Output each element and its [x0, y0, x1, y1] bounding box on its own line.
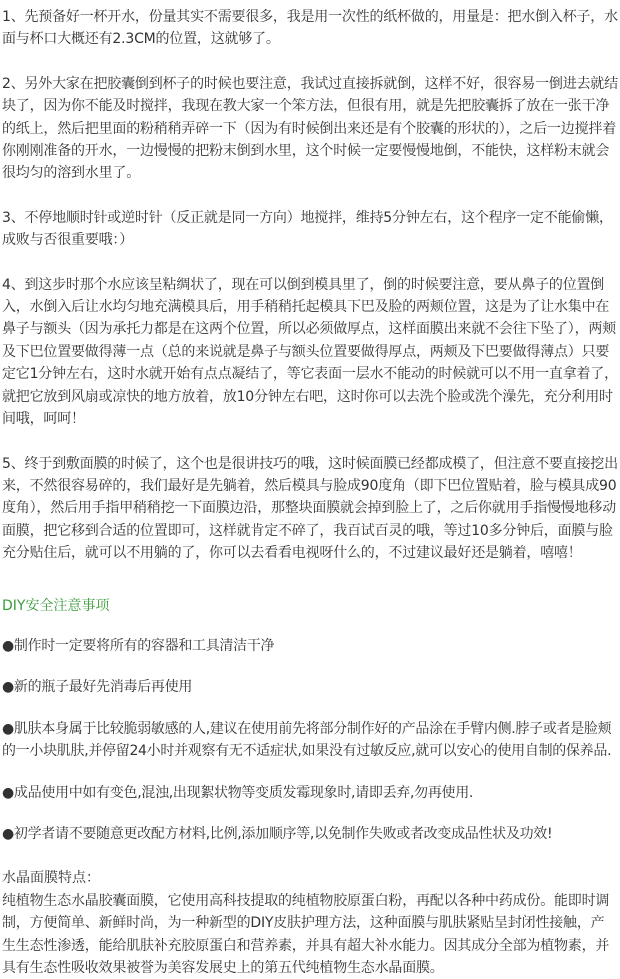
safety-item-sensitive-skin-test: ●肌肤本身属于比较脆弱敏感的人,建议在使用前先将部分制作好的产品涂在手臂内侧.脖子或者是脸颊的一小块肌肤,并停留24小时并观察有无不适症状,如果没有过敏反应,就可以安心的使用自制的保养品. — [2, 720, 612, 760]
step-3-paragraph: 3、不停地顺时针或逆时针（反正就是同一方向）地搅拌，维持5分钟左右，这个程序一定不能偷懒，成败与否很重要哦：） — [2, 209, 613, 249]
features-title: 水晶面膜特点： — [2, 870, 100, 887]
safety-heading: DIY安全注意事项 — [2, 597, 110, 614]
step-5-paragraph: 5、终于到敷面膜的时候了，这个也是很讲技巧的哦，这时候面膜已经都成模了，但注意不要直接挖出来，不然很容易碎的，我们最好是先躺着，然后模具与脸成90度角（即下巴位置贴着，脸与模具成90度角），然后用手指甲稍稍挖一下面膜边沿，那整块面膜就会掉到脸上了，之后你就用手指慢慢地移动面膜，把它移到合适的位置即可，这样就肯定不碎了，我百试百灵的哦，等过10多分钟后，面膜与脸充分贴住后，就可以不用躺的了，你可以去看看电视呀什么的，不过建议最好还是躺着，嘻嘻！ — [2, 455, 618, 562]
safety-item-disinfect-bottles: ●新的瓶子最好先消毒后再使用 — [2, 679, 193, 696]
step-2-paragraph: 2、另外大家在把胶囊倒到杯子的时候也要注意，我试过直接拆就倒，这样不好，很容易一倒进去就结块了，因为你不能及时搅拌，我现在教大家一个笨方法，但很有用，就是先把胶囊拆了放在一张干净的纸上，然后把里面的粉稍稍弄碎一下（因为有时候倒出来还是有个胶囊的形状的），之后一边搅拌着你刚刚准备的开水，一边慢慢的把粉末倒到水里，这个时候一定要慢慢地倒，不能快，这样粉末就会很均匀的溶到水里了。 — [2, 75, 618, 182]
safety-item-clean-tools: ●制作时一定要将所有的容器和工具清洁干净 — [2, 637, 275, 654]
safety-item-discard-spoiled: ●成品使用中如有变色,混浊,出现絮状物等变质发霉现象时,请即丢弃,勿再使用. — [2, 784, 474, 801]
safety-item-beginner-warning: ●初学者请不要随意更改配方材料,比例,添加顺序等,以免制作失败或者改变成品性状及功效! — [2, 825, 553, 842]
features-body: 纯植物生态水晶胶囊面膜，它使用高科技提取的纯植物胶原蛋白粉，再配以各种中药成份。能即时调制，方便简单、新鲜时尚，为一种新型的DIY皮肤护理方法，这种面膜与肌肤紧贴呈封闭性接触，产生生态性渗透，能给肌肤补充胶原蛋白和营养素，并具有超大补水能力。因其成分全部为植物素，并具有生态性吸收效果被誉为美容发展史上的第五代纯植物生态水晶面膜。 — [2, 892, 610, 976]
step-4-paragraph: 4、到这步时那个水应该呈粘绸状了，现在可以倒到模具里了，倒的时候要注意，要从鼻子的位置倒入，水倒入后让水均匀地充满模具后，用手稍稍托起模具下巴及脸的两颊位置，这是为了让水集中在鼻子与额头（因为承托力都是在这两个位置，所以必须做厚点，这样面膜出来就不会往下坠了），两颊及下巴位置要做得薄一点（总的来说就是鼻子与额头位置要做得厚点，两颊及下巴要做得薄点）只要定它1分钟左右，这时水就开始有点点凝结了，等它表面一层水不能动的时候就可以不用一直拿着了，就把它放到风扇或凉快的地方放着，放10分钟左右吧，这时你可以去洗个脸或洗个澡先，充分利用时间哦，呵呵！ — [2, 276, 618, 428]
step-1-paragraph: 1、先预备好一杯开水，份量其实不需要很多，我是用一次性的纸杯做的，用量是：把水倒入杯子，水面与杯口大概还有2.3CM的位置，这就够了。 — [2, 9, 618, 48]
